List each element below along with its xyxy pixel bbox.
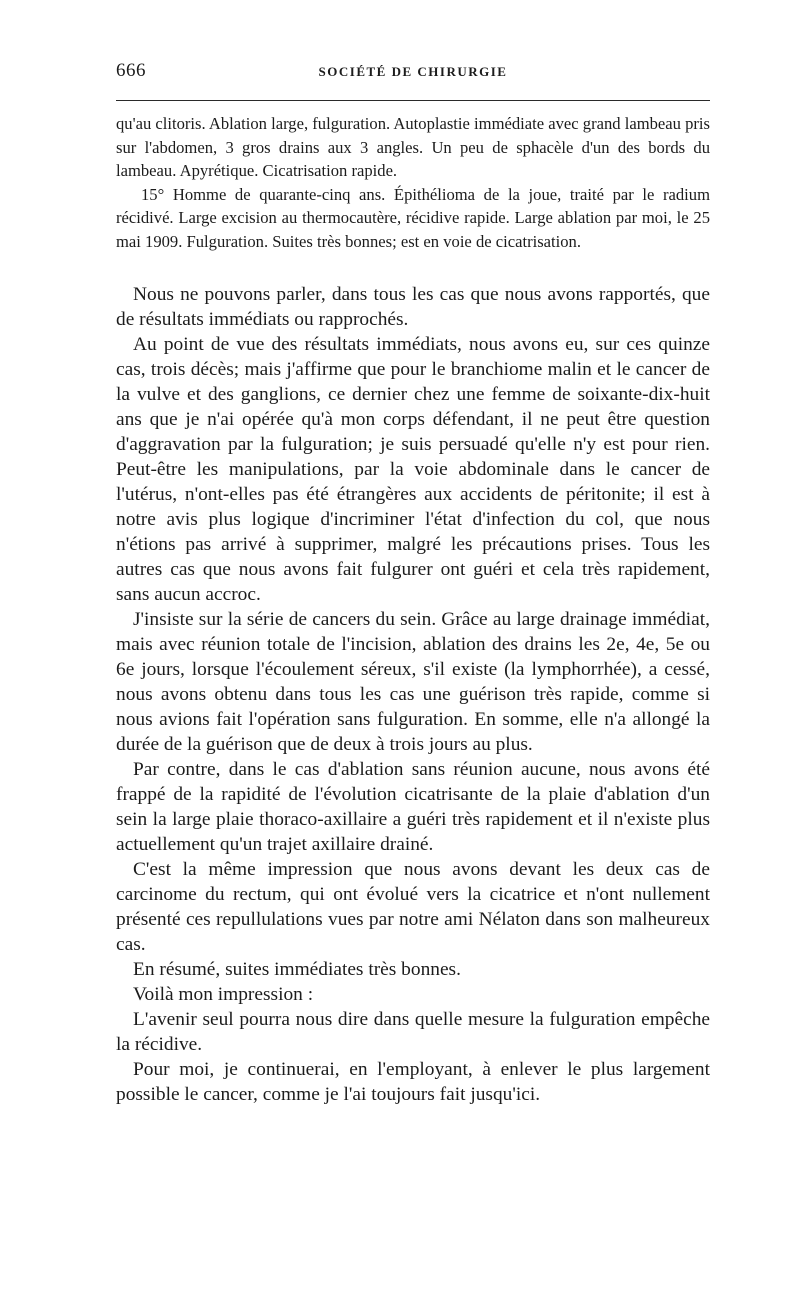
paragraph: Pour moi, je continuerai, en l'employant, à enlever le plus largement possible le cancer, comme je l'ai toujours fait jusqu'ici.	[116, 1059, 710, 1105]
paragraph: En résumé, suites immédiates très bonnes.	[133, 959, 461, 980]
header-rule	[116, 100, 710, 101]
running-head: SOCIÉTÉ DE CHIRURGIE	[318, 64, 508, 79]
page-header	[116, 60, 710, 88]
paragraph: Nous ne pouvons parler, dans tous les cas que nous avons rapportés, que de résultats immédiats ou rapprochés.	[116, 284, 710, 330]
case-notes-block	[116, 112, 710, 253]
body-text	[116, 112, 710, 1107]
paragraph: Par contre, dans le cas d'ablation sans réunion aucune, nous avons été frappé de la rapidité de l'évolution cicatrisante de la plaie d'ablation d'un sein la large plaie thoraco-axillaire a guéri très rapidement et il n'existe plus actuellement qu'un trajet axillaire drainé.	[116, 759, 710, 855]
page-number: 666	[116, 60, 146, 81]
case-note-continuation: qu'au clitoris. Ablation large, fulguration. Autoplastie immédiate avec grand lambeau pris sur l'abdomen, 3 gros drains aux 3 angles. Un peu de sphacèle d'un des bords du lambeau. Apyrétique. Cicatrisation rapide.	[116, 114, 710, 180]
discussion-block	[116, 282, 710, 1107]
paragraph: Au point de vue des résultats immédiats, nous avons eu, sur ces quinze cas, trois décès; mais j'affirme que pour le branchiome malin et le cancer de la vulve et des ganglions, ce dernier chez une femme de soixante-dix-huit ans que je n'ai opérée qu'à mon corps défendant, il ne peut être question d'aggravation par la fulguration; je suis persuadé qu'elle n'y est pour rien. Peut-être les manipulations, par la voie abdominale dans le cancer de l'utérus, n'ont-elles pas été étrangères aux accidents de péritonite; il est à notre avis plus logique d'incriminer l'état d'infection du col, que nous n'étions pas arrivé à supprimer, malgré les précautions prises. Tous les autres cas que nous avons fait fulgurer ont guéri et cela très rapidement, sans aucun accroc.	[116, 334, 710, 605]
case-note-15: 15° Homme de quarante-cinq ans. Épithélioma de la joue, traité par le radium récidivé. Large excision au thermocautère, récidive rapide. Large ablation par moi, le 25 mai 1909. Fulguration. Suites très bonnes; est en voie de cicatrisation.	[116, 184, 710, 251]
paragraph: C'est la même impression que nous avons devant les deux cas de carcinome du rectum, qui ont évolué vers la cicatrice et n'ont nullement présenté ces repullulations vues par notre ami Nélaton dans son malheureux cas.	[116, 859, 710, 955]
paragraph: Voilà mon impression :	[133, 984, 314, 1005]
paragraph: L'avenir seul pourra nous dire dans quelle mesure la fulguration empêche la récidive.	[116, 1009, 710, 1055]
paragraph: J'insiste sur la série de cancers du sein. Grâce au large drainage immédiat, mais avec réunion totale de l'incision, ablation des drains les 2e, 4e, 5e ou 6e jours, lorsque l'écoulement séreux, s'il existe (la lymphorrhée), a cessé, nous avons obtenu dans tous les cas une guérison très rapide, comme si nous avions fait l'opération sans fulguration. En somme, elle n'a allongé la durée de la guérison que de deux à trois jours au plus.	[116, 609, 710, 755]
